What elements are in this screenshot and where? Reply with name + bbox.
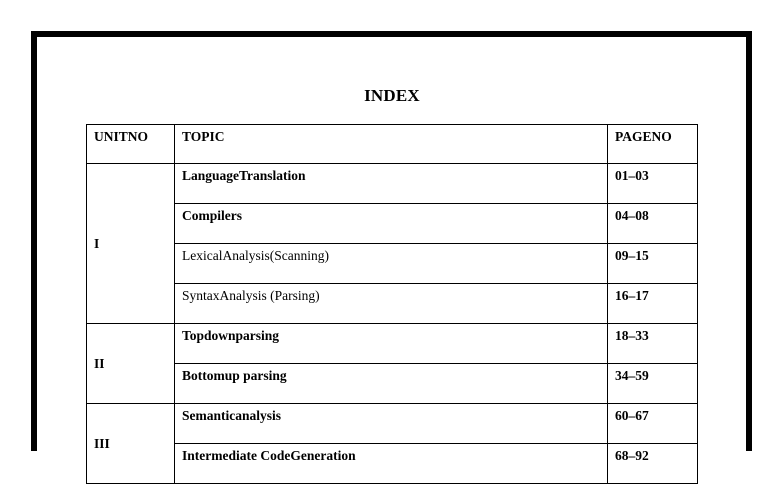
topic-cell: Semanticanalysis: [175, 404, 608, 444]
header-pageno: PAGENO: [608, 125, 698, 164]
table-row: [87, 244, 698, 284]
table-row: [87, 444, 698, 484]
unit-cell: II: [87, 324, 175, 404]
page-cell: 04–08: [608, 204, 698, 244]
unit-cell: I: [87, 164, 175, 324]
header-topic: TOPIC: [175, 125, 608, 164]
topic-cell: Intermediate CodeGeneration: [175, 444, 608, 484]
page-cell: 09–15: [608, 244, 698, 284]
topic-cell: Bottomup parsing: [175, 364, 608, 404]
topic-cell: Topdownparsing: [175, 324, 608, 364]
table-row: [87, 404, 698, 444]
page-cell: 01–03: [608, 164, 698, 204]
topic-cell: LanguageTranslation: [175, 164, 608, 204]
header-row: [87, 125, 698, 164]
header-unitno: UNITNO: [87, 125, 175, 164]
page-cell: 34–59: [608, 364, 698, 404]
table-row: [87, 324, 698, 364]
page-cell: 60–67: [608, 404, 698, 444]
page-cell: 18–33: [608, 324, 698, 364]
table-row: [87, 164, 698, 204]
topic-cell: SyntaxAnalysis (Parsing): [175, 284, 608, 324]
table-row: [87, 364, 698, 404]
topic-cell: LexicalAnalysis(Scanning): [175, 244, 608, 284]
table-row: [87, 284, 698, 324]
index-table: [86, 124, 698, 484]
page-cell: 16–17: [608, 284, 698, 324]
topic-cell: Compilers: [175, 204, 608, 244]
document-title: INDEX: [364, 86, 420, 105]
page-cell: 68–92: [608, 444, 698, 484]
table-row: [87, 204, 698, 244]
unit-cell: III: [87, 404, 175, 484]
